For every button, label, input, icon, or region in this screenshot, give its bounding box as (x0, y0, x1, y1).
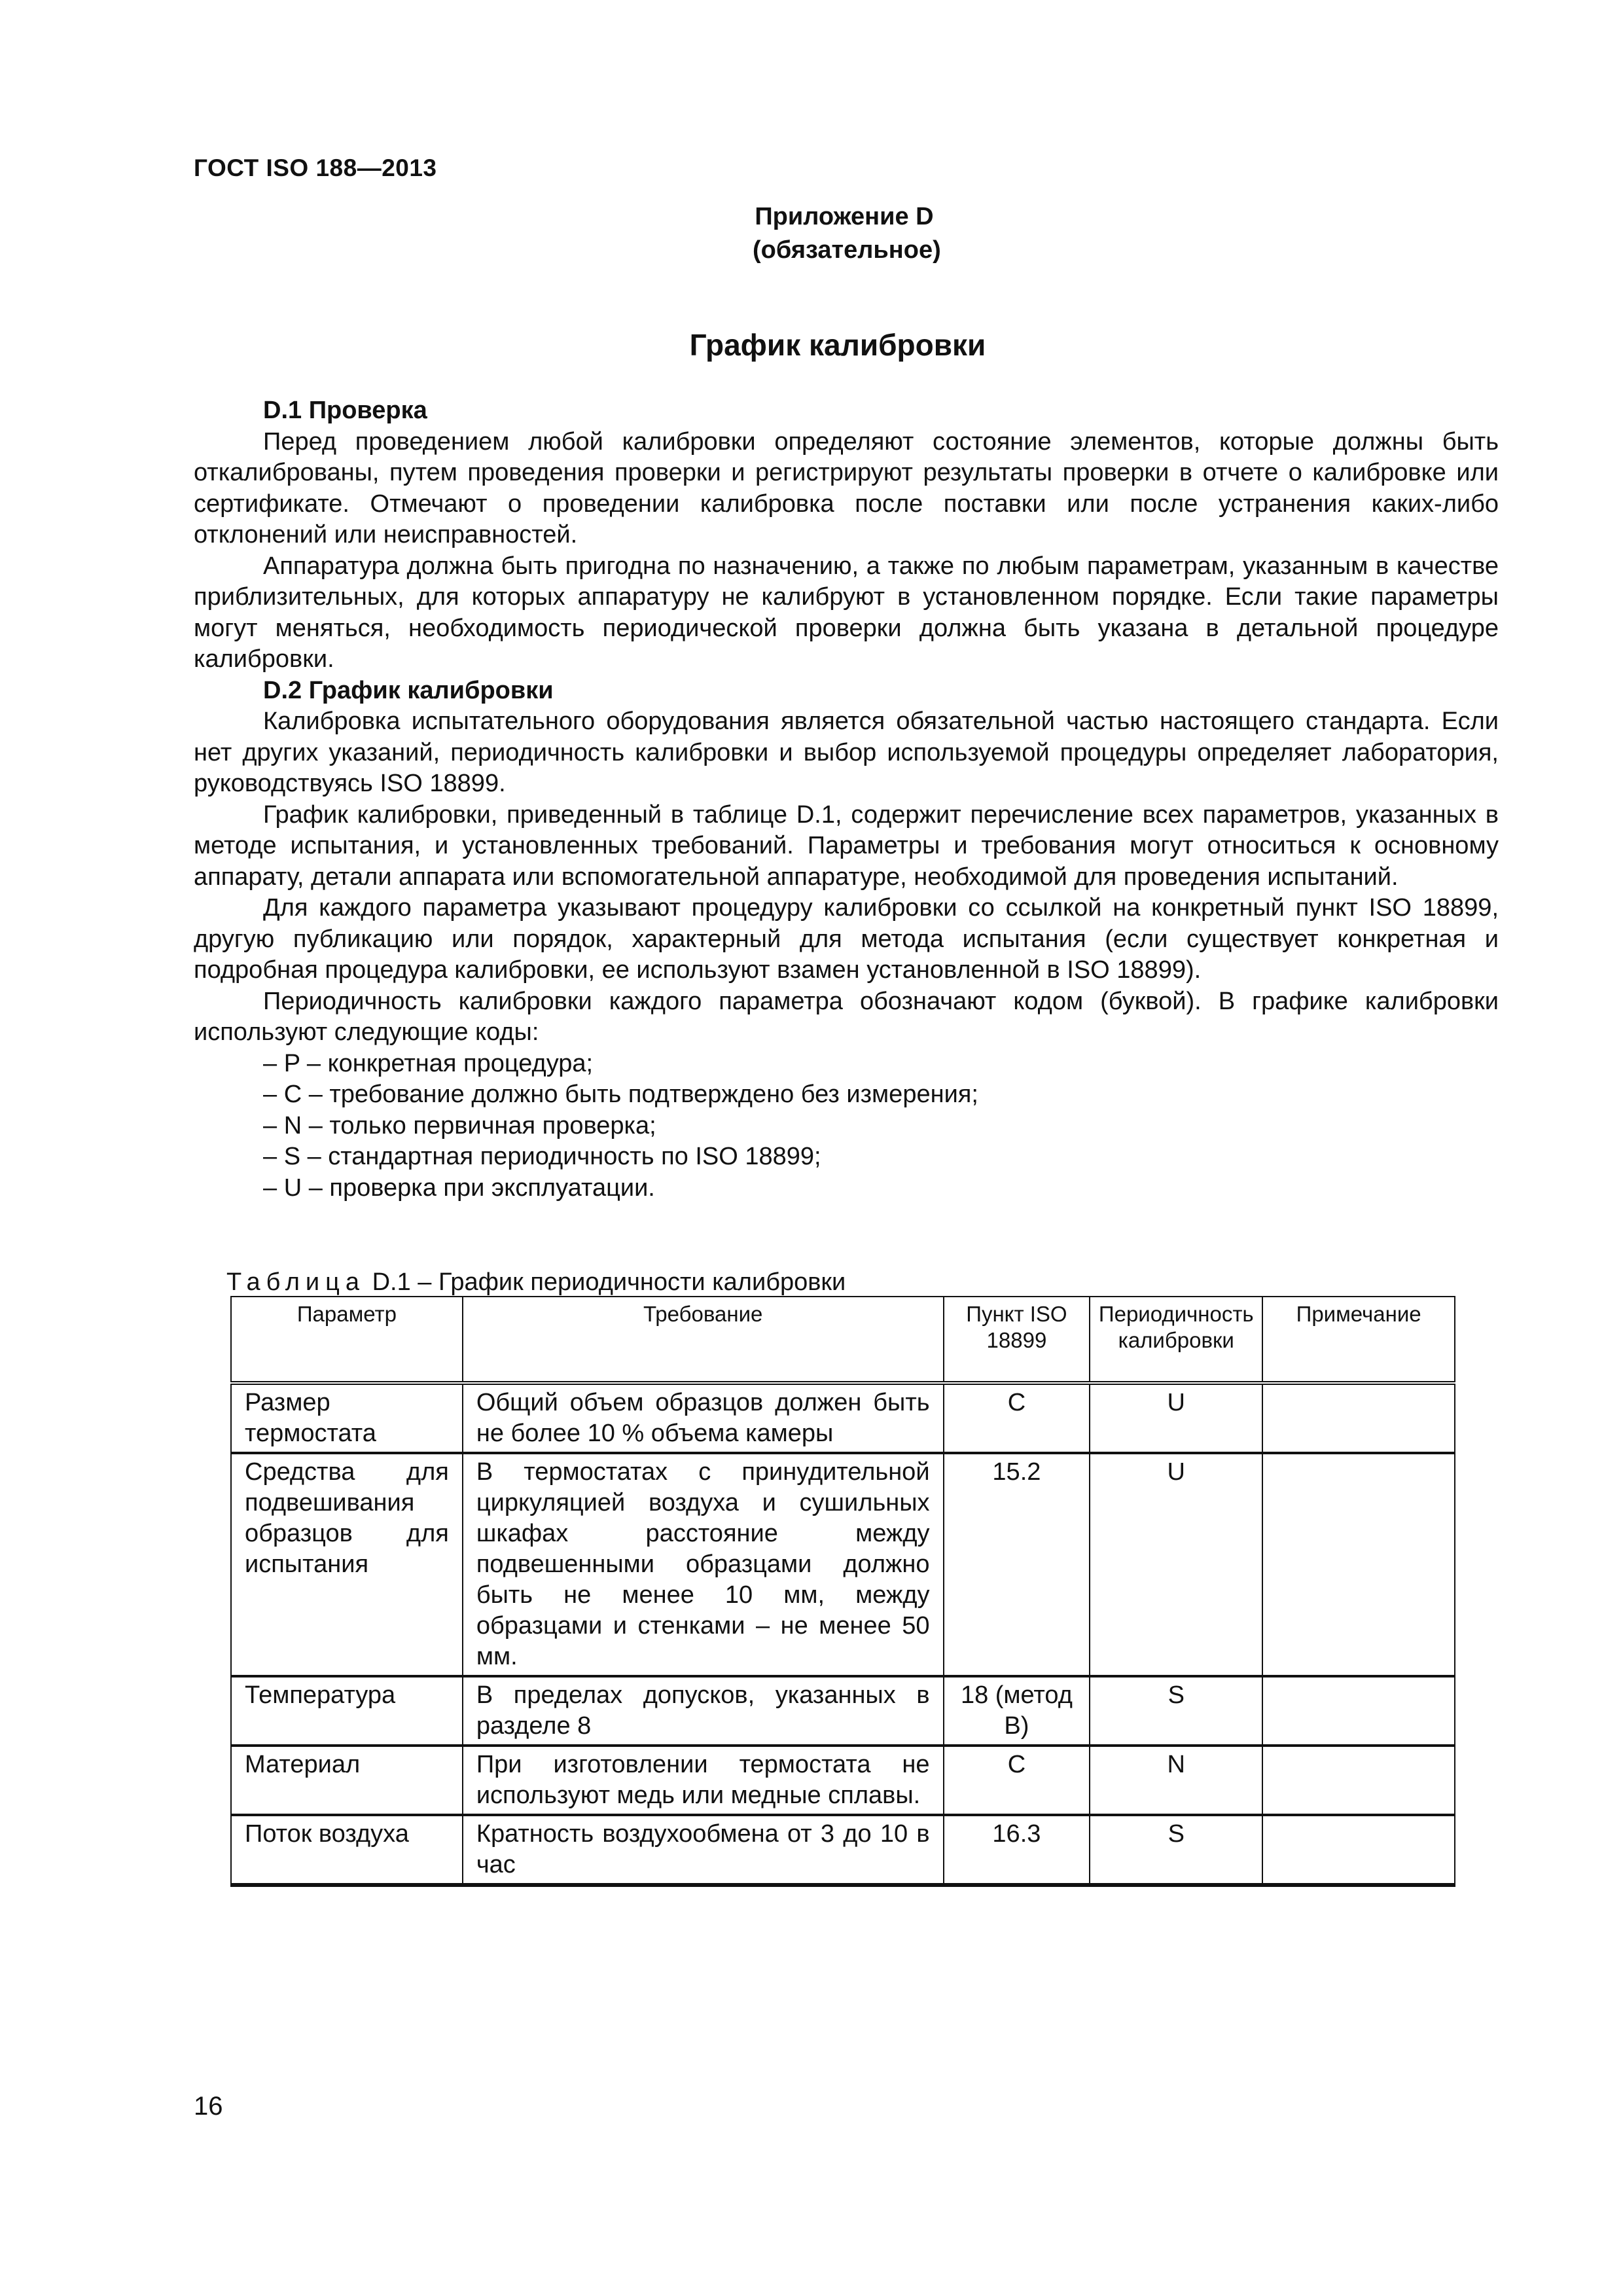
table-cell: 15.2 (944, 1453, 1090, 1676)
table-cell (1262, 1676, 1455, 1746)
paragraph: График калибровки, приведенный в таблице D.1, содержит перечисление всех параметров, указанных в методе испытания, и установленных требований. Параметры и требования могут относиться к основному аппарату, детали аппарата или вспомогательной аппаратуре, необходимой для проведения испытаний. (194, 800, 1499, 891)
table-cell (1262, 1815, 1455, 1885)
table-cell (1262, 1453, 1455, 1676)
section-heading-d2: D.2 График калибровки (263, 676, 554, 704)
table-cell: Температура (231, 1676, 463, 1746)
annex-title: График калибровки (689, 328, 986, 362)
table-row (231, 1746, 1455, 1815)
table-cell: В термостатах с принудительной циркуляцией воздуха и сушильных шкафах расстояние между подвешенными образцами должно быть не менее 10 мм, между образцами и стенками – не менее 50 мм. (463, 1453, 944, 1676)
code-list-item: – C – требование должно быть подтверждено без измерения; (263, 1081, 978, 1108)
table-caption-prefix: Таблица (226, 1268, 365, 1296)
table-cell: Материал (231, 1746, 463, 1815)
table-cell (1262, 1383, 1455, 1453)
section-heading-d1: D.1 Проверка (263, 397, 427, 424)
table-cell: Средства для подвешивания образцов для испытания (231, 1453, 463, 1676)
table-cell: C (944, 1383, 1090, 1453)
document-identifier: ГОСТ ISO 188—2013 (194, 154, 437, 181)
table-cell (1262, 1746, 1455, 1815)
page-number: 16 (194, 2092, 223, 2121)
table-row (231, 1676, 1455, 1746)
paragraph: Перед проведением любой калибровки определяют состояние элементов, которые должны быть откалиброваны, путем проведения проверки и регистрируют результаты проверки в отчете о калибровке или сертификате. Отмечают о проведении калибровка после поставки или после устранения каких-либо отклонений или неисправностей. (194, 427, 1499, 548)
table-caption (226, 1268, 846, 1297)
code-list-item: – P – конкретная процедура; (263, 1049, 594, 1077)
table-row (231, 1815, 1455, 1885)
column-header-iso-clause: Пункт ISO 18899 (944, 1297, 1090, 1383)
paragraph: Аппаратура должна быть пригодна по назначению, а также по любым параметрам, указанным в качестве приблизительных, для которых аппаратуру не калибруют в установленном порядке. Если такие параметры могут меняться, необходимость периодической проверки должна быть указана в детальной процедуре калибровки. (194, 552, 1499, 673)
table-cell: Поток воздуха (231, 1815, 463, 1885)
table-cell: 16.3 (944, 1815, 1090, 1885)
column-header-note: Примечание (1262, 1297, 1455, 1383)
table-cell: C (944, 1746, 1090, 1815)
code-list-item: – N – только первичная проверка; (263, 1111, 656, 1139)
table-cell: Размер термостата (231, 1383, 463, 1453)
column-header-parameter: Параметр (231, 1297, 463, 1383)
table-cell: S (1090, 1676, 1262, 1746)
code-list-item: – S – стандартная периодичность по ISO 18899; (263, 1143, 821, 1170)
code-list-item: – U – проверка при эксплуатации. (263, 1174, 655, 1202)
calibration-table (230, 1296, 1455, 1887)
document-body (194, 395, 1499, 1204)
paragraph: Периодичность калибровки каждого параметра обозначают кодом (буквой). В графике калибровки используют следующие коды: (194, 987, 1499, 1046)
table-row (231, 1383, 1455, 1453)
table-cell: Общий объем образцов должен быть не более 10 % объема камеры (463, 1383, 944, 1453)
table-caption-text: D.1 – График периодичности калибровки (372, 1268, 846, 1296)
table-header-row (231, 1297, 1455, 1383)
table-cell: В пределах допусков, указанных в разделе 8 (463, 1676, 944, 1746)
table-cell: Кратность воздухообмена от 3 до 10 в час (463, 1815, 944, 1885)
table-cell: U (1090, 1453, 1262, 1676)
paragraph: Для каждого параметра указывают процедуру калибровки со ссылкой на конкретный пункт ISO 18899, другую публикацию или порядок, характерный для метода испытания (если существует конкретная и подробная процедура калибровки, ее используют взамен установленной в ISO 18899). (194, 894, 1499, 984)
table-cell: U (1090, 1383, 1262, 1453)
annex-label: Приложение D (755, 203, 934, 230)
column-header-periodicity: Периодичность калибровки (1090, 1297, 1262, 1383)
table-row (231, 1453, 1455, 1676)
annex-status: (обязательное) (753, 236, 941, 264)
column-header-requirement: Требование (463, 1297, 944, 1383)
code-list (194, 1049, 1499, 1204)
paragraph: Калибровка испытательного оборудования является обязательной частью настоящего стандарта. Если нет других указаний, периодичность калибровки и выбор используемой процедуры определяет лаборатория, руководствуясь ISO 18899. (194, 708, 1499, 797)
table-cell: При изготовлении термостата не используют медь или медные сплавы. (463, 1746, 944, 1815)
table-cell: N (1090, 1746, 1262, 1815)
table-cell: S (1090, 1815, 1262, 1885)
table-cell: 18 (метод B) (944, 1676, 1090, 1746)
